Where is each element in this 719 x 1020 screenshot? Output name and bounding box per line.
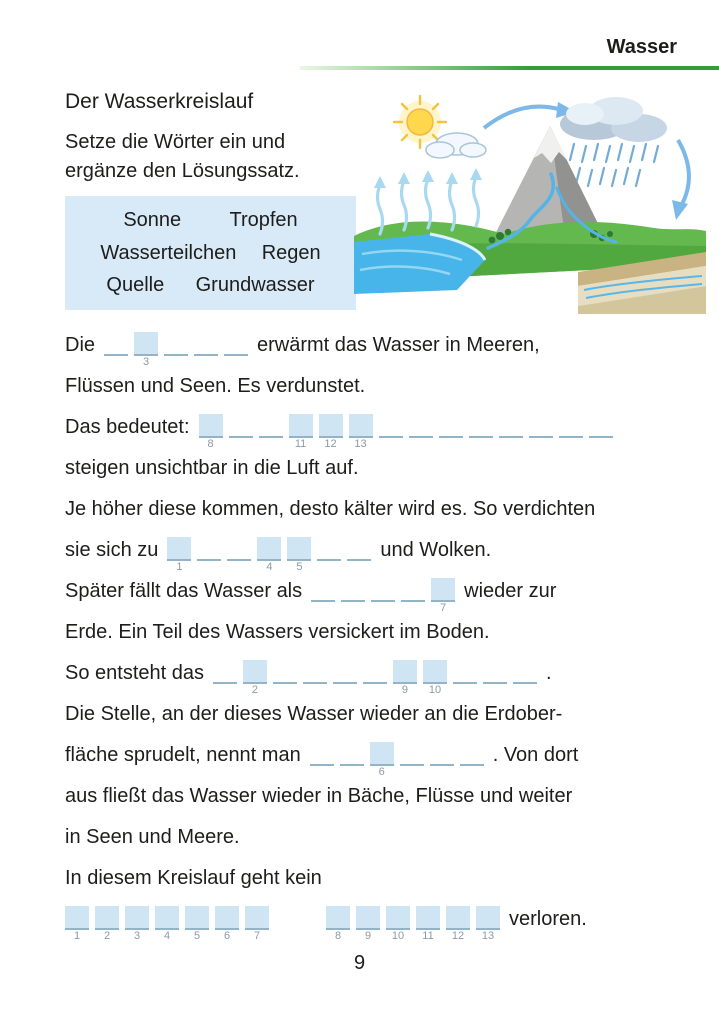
letter-box — [199, 414, 223, 438]
body-text: . Von dort — [492, 744, 579, 766]
solution-letter-cell[interactable] — [416, 906, 440, 943]
solution-letter-cell[interactable] — [326, 906, 350, 943]
letter-box — [379, 414, 403, 438]
solution-word-blank[interactable] — [65, 906, 269, 943]
fill-in-blank[interactable] — [213, 660, 537, 697]
solution-number: 7 — [440, 602, 447, 614]
worksheet-line — [65, 332, 697, 373]
body-text: sie sich zu — [65, 539, 159, 561]
rain-drops-icon — [570, 144, 658, 186]
word-bank-row — [75, 209, 346, 232]
solution-letter-cell[interactable] — [245, 906, 269, 943]
letter-box — [446, 906, 470, 930]
letter-box — [460, 742, 484, 766]
letter-box — [65, 906, 89, 930]
letter-cell[interactable] — [224, 332, 248, 369]
solution-number: 5 — [193, 930, 201, 942]
letter-cell[interactable] — [483, 660, 507, 697]
body-text: So entsteht das — [65, 662, 204, 684]
evaporation-arrowheads — [374, 168, 482, 188]
letter-box — [215, 906, 239, 930]
letter-cell[interactable] — [559, 414, 583, 451]
body-text: Das bedeutet: — [65, 416, 190, 438]
letter-box — [224, 332, 248, 356]
solution-number: 9 — [364, 930, 372, 942]
solution-number: 12 — [451, 930, 465, 942]
letter-box — [104, 332, 128, 356]
letter-box — [416, 906, 440, 930]
solution-number: 4 — [163, 930, 171, 942]
body-text: Die — [65, 334, 96, 356]
word-bank-row — [75, 242, 346, 265]
solution-number: 8 — [207, 438, 214, 450]
solution-number: 10 — [428, 684, 442, 696]
letter-box — [469, 414, 493, 438]
word-bank-row — [75, 274, 346, 297]
letter-cell[interactable] — [229, 414, 253, 451]
word-bank-item: Quelle — [106, 273, 165, 296]
letter-box — [347, 537, 371, 561]
solution-number: 12 — [324, 438, 337, 450]
body-text: Später fällt das Wasser als — [65, 580, 303, 602]
worksheet-line — [65, 783, 697, 824]
fill-in-blank[interactable] — [167, 537, 371, 574]
letter-box — [194, 332, 218, 356]
solution-letter-cell[interactable] — [446, 906, 470, 943]
instruction-line: ergänze den Lösungssatz. — [65, 160, 300, 182]
letter-box — [476, 906, 500, 930]
solution-letter-cell[interactable] — [155, 906, 179, 943]
solution-number: 13 — [354, 438, 367, 450]
worksheet-line — [65, 906, 697, 947]
word-bank-item: Grundwasser — [195, 273, 315, 296]
solution-number: 10 — [391, 930, 405, 942]
letter-box — [371, 578, 395, 602]
fill-in-blank[interactable] — [310, 742, 484, 779]
body-text: Die Stelle, an der dieses Wasser wieder an die Erdober- — [65, 703, 563, 725]
intro-block — [65, 90, 365, 186]
letter-cell[interactable] — [340, 742, 364, 779]
letter-cell[interactable] — [499, 414, 523, 451]
solution-letter-cell[interactable] — [65, 906, 89, 943]
header-divider — [300, 66, 719, 70]
solution-letter-cell[interactable] — [125, 906, 149, 943]
solution-word-blank[interactable] — [326, 906, 500, 943]
solution-number: 2 — [251, 684, 259, 696]
solution-letter-cell[interactable] — [134, 332, 158, 369]
letter-cell[interactable] — [400, 742, 424, 779]
letter-box — [95, 906, 119, 930]
body-text: wieder zur — [464, 580, 557, 602]
letter-box — [245, 906, 269, 930]
letter-cell[interactable] — [303, 660, 327, 697]
letter-cell[interactable] — [194, 332, 218, 369]
worksheet-body — [65, 332, 697, 947]
solution-number: 3 — [142, 356, 150, 368]
solution-letter-cell[interactable] — [215, 906, 239, 943]
solution-letter-cell[interactable] — [257, 537, 281, 574]
solution-number: 2 — [103, 930, 111, 942]
letter-cell[interactable] — [273, 660, 297, 697]
solution-letter-cell[interactable] — [167, 537, 191, 574]
letter-cell[interactable] — [104, 332, 128, 369]
letter-cell[interactable] — [430, 742, 454, 779]
letter-box — [257, 537, 281, 561]
worksheet-line — [65, 578, 697, 619]
word-bank-item: Regen — [261, 241, 321, 264]
letter-box — [333, 660, 357, 684]
solution-number: 6 — [378, 766, 385, 778]
letter-box — [400, 742, 424, 766]
solution-letter-cell[interactable] — [423, 660, 447, 697]
solution-number: 11 — [422, 930, 434, 942]
solution-number: 8 — [334, 930, 342, 942]
letter-box — [341, 578, 365, 602]
letter-cell[interactable] — [347, 537, 371, 574]
sea — [354, 234, 485, 294]
fill-in-blank[interactable] — [199, 414, 613, 451]
solution-letter-cell[interactable] — [289, 414, 313, 451]
letter-box — [559, 414, 583, 438]
word-bank — [65, 196, 356, 310]
letter-box — [393, 660, 417, 684]
letter-box — [340, 742, 364, 766]
letter-cell[interactable] — [379, 414, 403, 451]
letter-box — [363, 660, 387, 684]
letter-box — [273, 660, 297, 684]
letter-box — [453, 660, 477, 684]
worksheet-line — [65, 865, 697, 906]
solution-number: 9 — [401, 684, 409, 696]
worksheet-line — [65, 701, 697, 742]
word-bank-item: Sonne — [123, 209, 182, 232]
letter-cell[interactable] — [333, 660, 357, 697]
letter-cell[interactable] — [401, 578, 425, 615]
solution-letter-cell[interactable] — [199, 414, 223, 451]
letter-box — [243, 660, 267, 684]
letter-box — [349, 414, 373, 438]
letter-cell[interactable] — [409, 414, 433, 451]
letter-cell[interactable] — [164, 332, 188, 369]
rainfall-arrow-icon — [672, 140, 689, 220]
solution-number: 1 — [176, 561, 183, 573]
letter-box — [401, 578, 425, 602]
worksheet-line — [65, 496, 697, 537]
letter-cell[interactable] — [589, 414, 613, 451]
letter-cell[interactable] — [310, 742, 334, 779]
solution-letter-cell[interactable] — [95, 906, 119, 943]
letter-cell[interactable] — [453, 660, 477, 697]
body-text: Erde. Ein Teil des Wassers versickert im Boden. — [65, 621, 490, 643]
letter-box — [310, 742, 334, 766]
letter-box — [319, 414, 343, 438]
worksheet-line — [65, 537, 697, 578]
solution-number: 4 — [266, 561, 273, 573]
letter-box — [185, 906, 209, 930]
letter-box — [259, 414, 283, 438]
letter-box — [134, 332, 158, 356]
letter-cell[interactable] — [259, 414, 283, 451]
page-header-title: Wasser — [606, 36, 677, 58]
letter-box — [125, 906, 149, 930]
solution-number: 3 — [133, 930, 141, 942]
solution-number: 6 — [223, 930, 231, 942]
letter-box — [529, 414, 553, 438]
worksheet-title: Der Wasserkreislauf — [65, 90, 254, 113]
letter-cell[interactable] — [311, 578, 335, 615]
solution-letter-cell[interactable] — [356, 906, 380, 943]
letter-box — [164, 332, 188, 356]
worksheet-line — [65, 660, 697, 701]
letter-box — [287, 537, 311, 561]
body-text: . — [545, 662, 552, 684]
solution-number: 5 — [296, 561, 303, 573]
body-text: Flüssen und Seen. Es verdunstet. — [65, 375, 366, 397]
worksheet-line — [65, 742, 697, 783]
worksheet-line — [65, 414, 697, 455]
solution-letter-cell[interactable] — [393, 660, 417, 697]
letter-box — [483, 660, 507, 684]
letter-box — [227, 537, 251, 561]
body-text: verloren. — [509, 908, 587, 930]
letter-cell[interactable] — [197, 537, 221, 574]
letter-cell[interactable] — [317, 537, 341, 574]
letter-cell[interactable] — [439, 414, 463, 451]
word-bank-item: Wasserteilchen — [100, 241, 237, 264]
word-bank-item: Tropfen — [229, 209, 298, 232]
body-text: und Wolken. — [380, 539, 492, 561]
letter-box — [431, 578, 455, 602]
letter-box — [423, 660, 447, 684]
letter-box — [197, 537, 221, 561]
body-text: In diesem Kreislauf geht kein — [65, 867, 322, 889]
letter-box — [213, 660, 237, 684]
solution-number: 13 — [481, 930, 495, 942]
letter-box — [167, 537, 191, 561]
solution-letter-cell[interactable] — [386, 906, 410, 943]
body-text: in Seen und Meere. — [65, 826, 240, 848]
letter-box — [303, 660, 327, 684]
letter-box — [370, 742, 394, 766]
worksheet-line — [65, 373, 697, 414]
solution-number: 7 — [253, 930, 261, 942]
water-cycle-illustration — [354, 84, 706, 314]
body-text: aus fließt das Wasser wieder in Bäche, Flüsse und weiter — [65, 785, 573, 807]
instruction-line: Setze die Wörter ein und — [65, 131, 286, 153]
letter-box — [356, 906, 380, 930]
letter-box — [155, 906, 179, 930]
letter-box — [589, 414, 613, 438]
letter-cell[interactable] — [213, 660, 237, 697]
fill-in-blank[interactable] — [104, 332, 248, 369]
body-text: Je höher diese kommen, desto kälter wird es. So verdichten — [65, 498, 596, 520]
worksheet-line — [65, 824, 697, 865]
letter-box — [409, 414, 433, 438]
solution-letter-cell[interactable] — [349, 414, 373, 451]
solution-letter-cell[interactable] — [319, 414, 343, 451]
letter-box — [229, 414, 253, 438]
letter-box — [499, 414, 523, 438]
solution-letter-cell[interactable] — [243, 660, 267, 697]
letter-box — [430, 742, 454, 766]
letter-box — [289, 414, 313, 438]
letter-cell[interactable] — [529, 414, 553, 451]
worksheet-line — [65, 455, 697, 496]
letter-box — [326, 906, 350, 930]
letter-box — [311, 578, 335, 602]
solution-letter-cell[interactable] — [431, 578, 455, 615]
solution-number: 11 — [294, 438, 307, 450]
solution-letter-cell[interactable] — [287, 537, 311, 574]
letter-cell[interactable] — [513, 660, 537, 697]
letter-box — [439, 414, 463, 438]
body-text: erwärmt das Wasser in Meeren, — [257, 334, 540, 356]
worksheet-line — [65, 619, 697, 660]
letter-box — [317, 537, 341, 561]
solution-letter-cell[interactable] — [476, 906, 500, 943]
letter-cell[interactable] — [363, 660, 387, 697]
letter-cell[interactable] — [371, 578, 395, 615]
page-number: 9 — [353, 952, 366, 974]
body-text: steigen unsichtbar in die Luft auf. — [65, 457, 359, 479]
solution-number: 1 — [73, 930, 81, 942]
body-text: fläche sprudelt, nennt man — [65, 744, 301, 766]
letter-box — [513, 660, 537, 684]
letter-cell[interactable] — [469, 414, 493, 451]
letter-cell[interactable] — [227, 537, 251, 574]
solution-letter-cell[interactable] — [370, 742, 394, 779]
letter-cell[interactable] — [341, 578, 365, 615]
solution-letter-cell[interactable] — [185, 906, 209, 943]
rain-cloud-icon — [560, 97, 667, 142]
letter-cell[interactable] — [460, 742, 484, 779]
fill-in-blank[interactable] — [311, 578, 455, 615]
letter-box — [386, 906, 410, 930]
